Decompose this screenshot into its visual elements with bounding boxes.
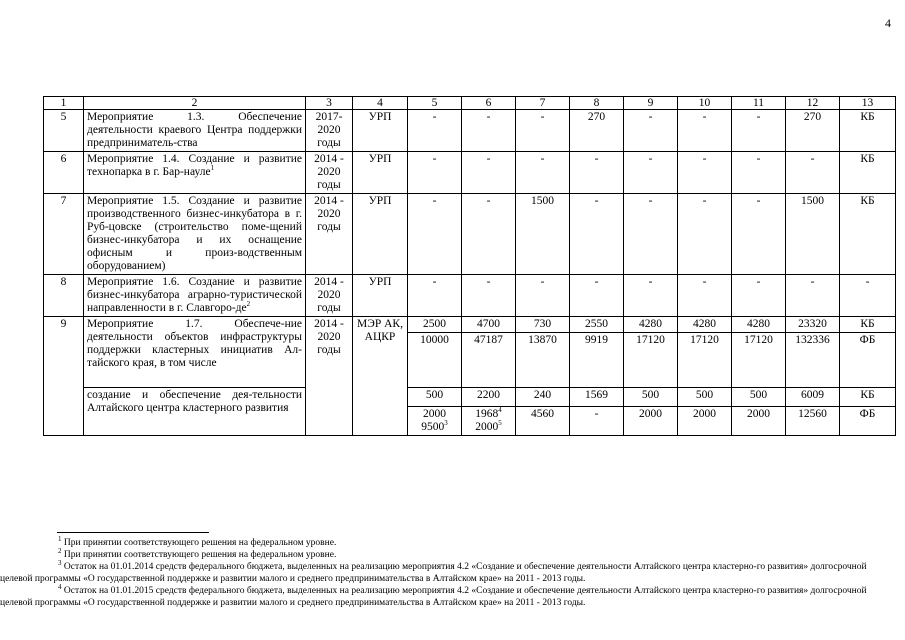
row-number: 5 [44,110,84,152]
value-cell: 1569 [570,388,624,407]
footnote-ref: 3 [58,558,62,567]
value-cell: - [408,194,462,275]
funding-source: ФБ [840,407,896,436]
value-cell: 17120 [732,333,786,388]
value-cell: 270 [786,110,840,152]
table-row [44,152,896,194]
footnote-text: При принятии соответствующего решения на федеральном уровне. [63,538,337,548]
table-row [44,388,896,407]
value-cell: 6009 [786,388,840,407]
header-cell: 13 [840,97,896,110]
period: 2014 - 2020 годы [306,194,353,275]
measure-name [84,110,306,152]
value-cell: - [624,110,678,152]
value-cell: - [678,152,732,194]
value-cell: 2200 [462,388,516,407]
value-cell: - [408,110,462,152]
funding-source: КБ [840,388,896,407]
value-cell: - [732,110,786,152]
value-cell: 13870 [516,333,570,388]
header-cell: 12 [786,97,840,110]
executor: МЭР АК, АЦКР [353,317,408,436]
value-cell: 9919 [570,333,624,388]
value-cell: - [570,152,624,194]
value-cell: 730 [516,317,570,333]
footnote-ref: 2 [246,300,251,309]
executor: УРП [353,275,408,317]
value-cell: 240 [516,388,570,407]
value-line: 1968 [475,408,499,420]
footnote [0,534,877,549]
footnote-ref: 4 [58,582,62,591]
sub-measure-name: создание и обеспечение дея-тельности Алтайского центра кластерного развития [84,388,306,436]
value-cell: 500 [408,388,462,407]
funding-source: КБ [840,194,896,275]
footnote-ref: 5 [498,419,502,428]
value-cell: 500 [732,388,786,407]
header-cell: 4 [353,97,408,110]
header-cell: 8 [570,97,624,110]
value-cell: 4280 [678,317,732,333]
header-cell: 3 [306,97,353,110]
value-cell: - [408,275,462,317]
measure-name-text: Мероприятие 1.3. Обеспечение деятельности краевого Центра поддержки предприниматель-ства [87,111,302,149]
value-cell: 10000 [408,333,462,388]
footnotes [0,534,877,609]
value-cell: - [786,275,840,317]
value-cell: - [570,194,624,275]
value-cell [462,407,516,436]
value-cell: 2500 [408,317,462,333]
value-cell: 1500 [516,194,570,275]
value-cell: 2000 [678,407,732,436]
funding-source: КБ [840,152,896,194]
row-number: 7 [44,194,84,275]
executor: УРП [353,152,408,194]
period: 2014 - 2020 годы [306,317,353,436]
page-number: 4 [885,16,891,30]
value-cell: 132336 [786,333,840,388]
footnote-ref: 3 [444,419,448,428]
footnote [0,582,877,609]
funding-source: КБ [840,317,896,333]
footnote-separator [57,532,209,533]
value-cell: - [462,152,516,194]
value-cell: - [678,194,732,275]
header-cell: 9 [624,97,678,110]
value-cell [408,407,462,436]
footnote-ref: 1 [210,164,215,173]
row-number: 6 [44,152,84,194]
value-cell: - [678,275,732,317]
executor: УРП [353,110,408,152]
measure-name [84,152,306,194]
footnote-text: Остаток на 01.01.2014 средств федерального бюджета, выделенных на реализацию мероприятия 4.2 «Создание и обеспечение деятельности Алтайского центра кластерно-го развития» долгосрочной целевой программы «О государственной поддержке и развитии малого и среднего предпринимательства в Алтайском крае» на 2011 - 2013 годы. [0,562,867,584]
value-cell: 17120 [624,333,678,388]
footnote-text: Остаток на 01.01.2015 средств федерального бюджета, выделенных на реализацию мероприятия 4.2 «Создание и обеспечение деятельности Алтайского центра кластерно-го развития» долгосрочной целевой программы «О государственной поддержке и развитии малого и среднего предпринимательства в Алтайском крае» на 2011 - 2013 годы. [0,586,867,608]
value-cell: 500 [624,388,678,407]
value-cell: 500 [678,388,732,407]
table-row [44,317,896,333]
period: 2017-2020 годы [306,110,353,152]
footnote [0,546,877,561]
program-table [43,96,896,436]
measure-name-text: Мероприятие 1.6. Создание и развитие бизнес-инкубатора аграрно-туристической направленности в г. Славгоро-де [87,276,302,314]
value-cell: - [516,110,570,152]
footnote [0,558,877,585]
header-cell: 1 [44,97,84,110]
value-cell: 2000 [624,407,678,436]
value-cell: 2000 [732,407,786,436]
measure-name-text: Мероприятие 1.5. Создание и развитие производственного бизнес-инкубатора в г. Руб-цовске (строительство поме-щений бизнес-инкубатора и их оснащение офисным и произ-водственным оборудованием) [87,195,302,272]
table-row [44,194,896,275]
value-line: 2000 [423,408,446,420]
value-cell: - [462,110,516,152]
funding-source: - [840,275,896,317]
value-cell: - [516,275,570,317]
value-cell: - [408,152,462,194]
value-cell: - [624,194,678,275]
table-row [44,275,896,317]
footnote-ref: 1 [58,534,62,543]
measure-name [84,194,306,275]
measure-name: Мероприятие 1.7. Обеспече-ние деятельности объектов инфраструктуры поддержки кластерных инициатив Ал-тайского края, в том числе [84,317,306,388]
table-row [44,110,896,152]
value-cell: 270 [570,110,624,152]
value-line: 2000 [475,421,499,433]
funding-source: ФБ [840,333,896,388]
value-cell: 17120 [678,333,732,388]
row-number: 9 [44,317,84,436]
value-cell: 23320 [786,317,840,333]
value-line: 9500 [421,421,445,433]
value-cell: 4280 [732,317,786,333]
header-cell: 6 [462,97,516,110]
measure-name [84,275,306,317]
header-cell: 10 [678,97,732,110]
header-cell: 7 [516,97,570,110]
value-cell: 4700 [462,317,516,333]
header-cell: 5 [408,97,462,110]
value-cell: - [678,110,732,152]
value-cell: - [570,407,624,436]
value-cell: - [462,194,516,275]
measure-name-text: Мероприятие 1.4. Создание и развитие технопарка в г. Бар-науле [87,153,302,178]
executor: УРП [353,194,408,275]
value-cell: 47187 [462,333,516,388]
value-cell: 4560 [516,407,570,436]
period: 2014 - 2020 годы [306,275,353,317]
footnote-ref: 2 [58,546,62,555]
value-cell: 4280 [624,317,678,333]
row-number: 8 [44,275,84,317]
header-row [44,97,896,110]
footnote-text: При принятии соответствующего решения на федеральном уровне. [63,550,337,560]
footnote-ref: 4 [498,406,502,415]
value-cell: - [570,275,624,317]
value-cell: - [786,152,840,194]
period: 2014 - 2020 годы [306,152,353,194]
value-cell: - [462,275,516,317]
value-cell: - [732,152,786,194]
header-cell: 11 [732,97,786,110]
value-cell: - [624,275,678,317]
value-cell: 1500 [786,194,840,275]
header-cell: 2 [84,97,306,110]
value-cell: 12560 [786,407,840,436]
value-cell: 2550 [570,317,624,333]
value-cell: - [732,275,786,317]
value-cell: - [516,152,570,194]
value-cell: - [732,194,786,275]
value-cell: - [624,152,678,194]
funding-source: КБ [840,110,896,152]
